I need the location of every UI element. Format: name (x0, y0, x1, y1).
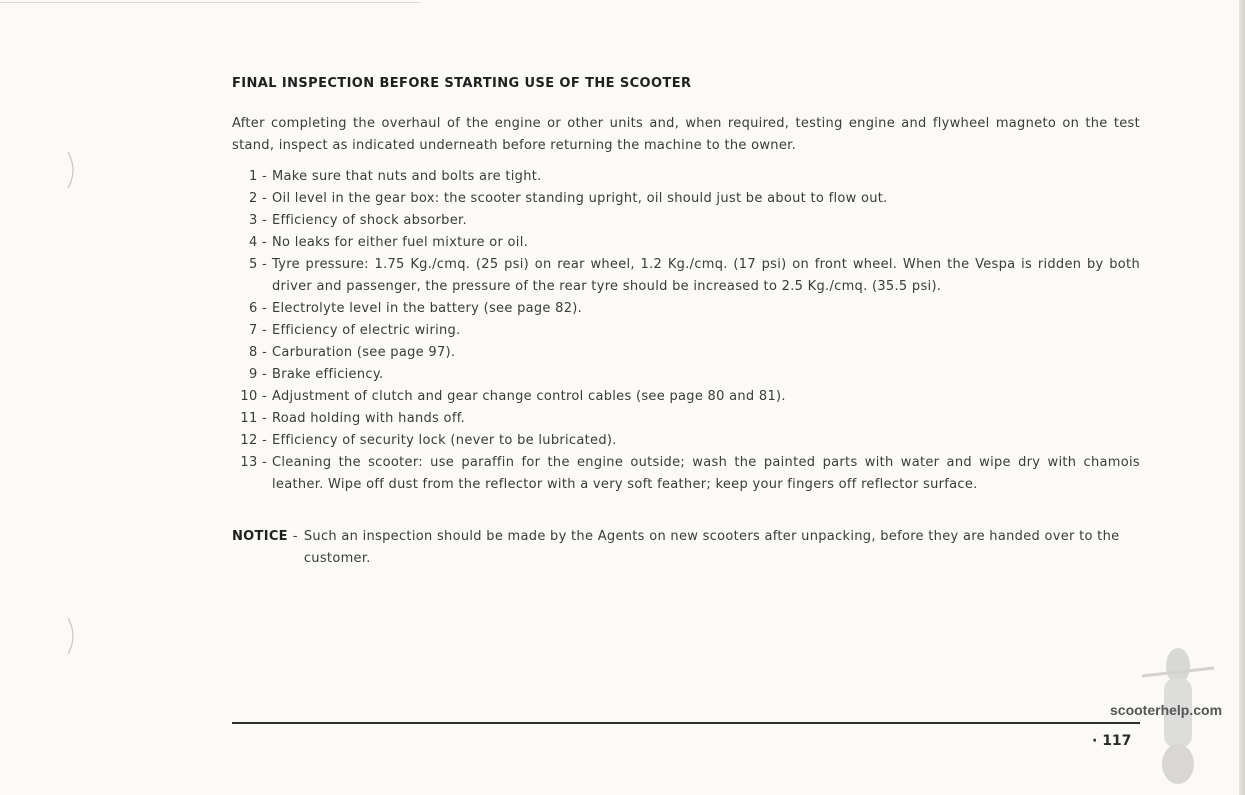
notice-text: Such an inspection should be made by the Agents on new scooters after unpacking, before they are handed over to the customer. (303, 529, 1120, 566)
list-item (226, 320, 1140, 342)
list-item-number: 10 - (240, 389, 267, 404)
list-item (226, 166, 1140, 188)
list-item-number: 7 - (249, 323, 267, 338)
list-item (226, 342, 1140, 364)
list-item-number: 1 - (249, 169, 267, 184)
list-item-number: 3 - (249, 213, 267, 228)
list-item-number: 2 - (249, 191, 267, 206)
list-item-text: Electrolyte level in the battery (see page 82). (272, 301, 583, 316)
list-item-text: No leaks for either fuel mixture or oil. (272, 235, 529, 250)
list-item (226, 210, 1140, 232)
notice-label: NOTICE (232, 529, 288, 544)
list-item-number: 12 - (240, 433, 267, 448)
list-item-text: Efficiency of shock absorber. (272, 213, 467, 228)
inspection-list (226, 166, 1140, 496)
list-item-text: Road holding with hands off. (272, 411, 466, 426)
section-title: FINAL INSPECTION BEFORE STARTING USE OF THE SCOOTER (232, 76, 692, 91)
page-number: · 117 (1092, 733, 1132, 749)
intro-paragraph: After completing the overhaul of the engine or other units and, when required, testing engine and flywheel magneto on the test stand, inspect as indicated underneath before returning the machine to the owner. (232, 116, 1140, 153)
notice-separator: - (292, 529, 298, 544)
list-item (226, 430, 1140, 452)
list-item-text: Tyre pressure: 1.75 Kg./cmq. (25 psi) on rear wheel, 1.2 Kg./cmq. (17 psi) on front wheel. When the Vespa is ridden by both driver and passenger, the pressure of the rear tyre should be increased to 2.5 Kg./cmq. (35.5 psi). (272, 257, 1140, 294)
footer-rule (232, 722, 1140, 724)
notice-block (232, 526, 1140, 570)
list-item-number: 9 - (249, 367, 267, 382)
list-item (226, 452, 1140, 496)
list-item-text: Adjustment of clutch and gear change control cables (see page 80 and 81). (272, 389, 786, 404)
top-edge-line (0, 2, 420, 3)
list-item-text: Efficiency of electric wiring. (272, 323, 461, 338)
list-item (226, 386, 1140, 408)
list-item-text: Cleaning the scooter: use paraffin for the engine outside; wash the painted parts with water and wipe dry with chamois leather. Wipe off dust from the reflector with a very soft feather; keep your fingers off reflector surface. (272, 455, 1140, 492)
list-item-number: 13 - (240, 455, 267, 470)
list-item (226, 364, 1140, 386)
page-edge (1239, 0, 1245, 795)
list-item-text: Brake efficiency. (272, 367, 384, 382)
list-item-number: 6 - (249, 301, 267, 316)
list-item (226, 188, 1140, 210)
list-item-text: Oil level in the gear box: the scooter standing upright, oil should just be about to flow out. (272, 191, 888, 206)
watermark-text: scooterhelp.com (1110, 702, 1223, 718)
list-item-number: 4 - (249, 235, 267, 250)
binding-mark (62, 616, 82, 656)
list-item (226, 254, 1140, 298)
list-item (226, 232, 1140, 254)
list-item-number: 8 - (249, 345, 267, 360)
list-item-number: 5 - (249, 257, 267, 272)
binding-mark (62, 150, 82, 190)
list-item (226, 298, 1140, 320)
list-item-text: Carburation (see page 97). (272, 345, 456, 360)
list-item (226, 408, 1140, 430)
list-item-text: Efficiency of security lock (never to be lubricated). (272, 433, 617, 448)
list-item-number: 11 - (240, 411, 267, 426)
list-item-text: Make sure that nuts and bolts are tight. (272, 169, 542, 184)
